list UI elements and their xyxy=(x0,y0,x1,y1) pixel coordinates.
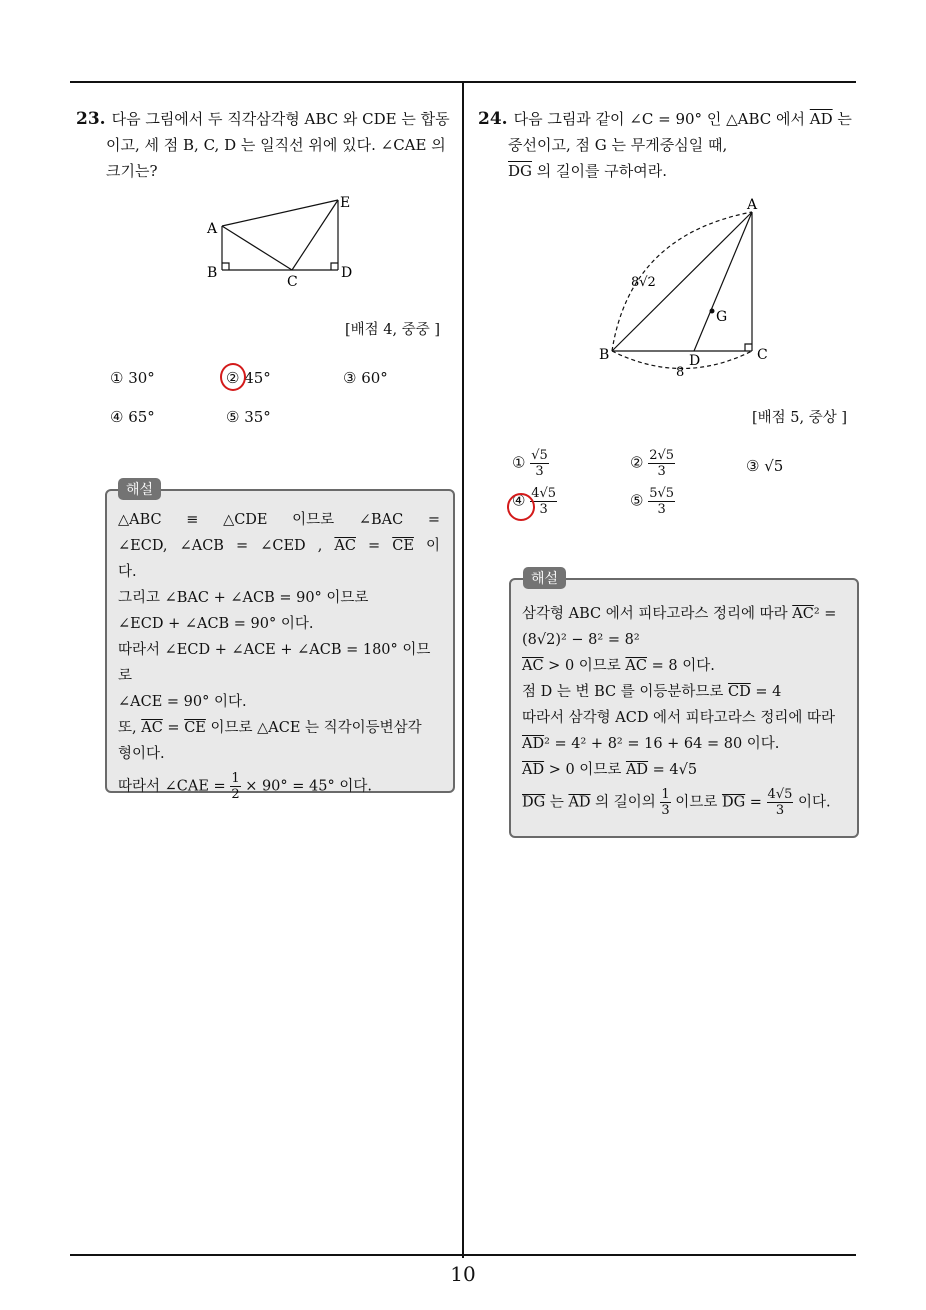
exp-token: ² = 4² + 8² = 16 + 64 = 80 이다. xyxy=(544,736,780,752)
q23-exp-line10 xyxy=(118,771,440,802)
exp-token: 점 D 는 변 BC 를 이등분하므로 xyxy=(522,684,728,700)
exp-segment: $\overline{DG}$ xyxy=(721,794,746,811)
frac-numerator: 1 xyxy=(661,787,670,802)
q24-label-b: B xyxy=(599,347,610,363)
q24-segment-dg: $\overline{DG}$ xyxy=(508,162,533,180)
q24-explanation-text xyxy=(522,601,846,818)
exp-token: = xyxy=(368,538,381,554)
q23-explanation-text xyxy=(118,507,440,802)
q23-exp-line1 xyxy=(118,507,440,533)
exp-token: 이므로 △ACE 는 직각이등변삼각 xyxy=(205,720,422,736)
q23-label-e: E xyxy=(340,195,351,211)
q24-choice-3[interactable] xyxy=(746,457,783,475)
q23-segment-ce xyxy=(292,200,338,270)
q23-label-d: D xyxy=(341,265,353,281)
q23-label-c: C xyxy=(287,274,298,290)
exp-token: > 0 이므로 xyxy=(544,762,626,778)
exp-token: , xyxy=(317,538,323,554)
q23-line2: 이고, 세 점 B, C, D 는 일직선 위에 있다. ∠CAE 의 xyxy=(106,136,446,154)
exp-token: ∠BAC xyxy=(358,512,404,528)
exp-segment: $\overline{AC}$ xyxy=(141,720,163,736)
choice-fraction xyxy=(648,448,675,479)
frac-numerator: 4√5 xyxy=(531,486,557,501)
q23-exp-line2 xyxy=(118,533,440,559)
frac-denominator: 3 xyxy=(775,803,785,818)
q23-choice-2[interactable]: ② 45° xyxy=(226,369,271,387)
exp-token: ∠ACB xyxy=(179,538,224,554)
exp-segment: $\overline{CE}$ xyxy=(392,538,414,554)
frac-numerator: √5 xyxy=(531,448,548,463)
exp-token: = 8 이다. xyxy=(647,658,715,674)
q23-line3: 크기는? xyxy=(106,162,158,180)
exp-token: = xyxy=(427,512,440,528)
q23-line1: 다음 그림에서 두 직각삼각형 ABC 와 CDE 는 합동 xyxy=(111,110,450,128)
exp-token: ∠ECD, xyxy=(118,538,168,554)
frac-denominator: 3 xyxy=(657,464,666,479)
q23-exp-line7: ∠ACE = 90° 이다. xyxy=(118,694,247,710)
q24-line1: 다음 그림과 같이 ∠C = 90° 인 △ABC 에서 xyxy=(513,110,805,128)
q24-exp-line4 xyxy=(522,679,846,705)
exp-segment: $\overline{AC}$ xyxy=(792,606,814,622)
q24-choice-2[interactable] xyxy=(630,448,675,479)
q24-label-c: C xyxy=(757,347,768,363)
exp-segment: $\overline{AC}$ xyxy=(522,658,544,674)
q23-exp-line8 xyxy=(118,715,440,741)
q24-point-g xyxy=(710,309,715,314)
exp-token: > 0 이므로 xyxy=(543,658,626,674)
frac-numerator: 1 xyxy=(231,771,240,786)
q23-explanation-tag: 해설 xyxy=(118,478,161,500)
frac-denominator: 3 xyxy=(661,803,670,818)
q24-answer-circle-mark xyxy=(507,493,535,521)
q23-exp-line3: 다. xyxy=(118,564,137,580)
q23-label-b: B xyxy=(207,265,218,281)
exp-token: ≡ xyxy=(186,512,199,528)
q24-right-angle-c xyxy=(745,344,752,351)
frac-denominator: 3 xyxy=(539,502,548,517)
q23-choice-1[interactable]: ① 30° xyxy=(110,369,155,387)
exp-token: 의 길이의 xyxy=(590,794,661,811)
exp-segment: $\overline{CE}$ xyxy=(184,720,206,736)
exp-fraction xyxy=(660,787,670,818)
choice-fraction xyxy=(648,486,675,517)
choice-mark: ② xyxy=(630,453,644,472)
q24-explanation-tag: 해설 xyxy=(523,567,566,589)
choice-value: √5 xyxy=(764,457,784,475)
exp-token: △CDE xyxy=(223,512,268,528)
q24-text xyxy=(478,106,860,184)
q23-figure xyxy=(190,190,370,290)
q24-choice-5[interactable] xyxy=(630,486,675,517)
q23-text xyxy=(76,106,458,184)
frac-numerator: 2√5 xyxy=(649,448,675,463)
q24-line1-end: 는 xyxy=(837,110,852,128)
q24-line2: 중선이고, 점 G 는 무게중심일 때, xyxy=(508,136,728,154)
exp-segment: $\overline{AD}$ xyxy=(522,762,545,778)
q24-choice-1[interactable] xyxy=(512,448,549,479)
exp-segment: $\overline{AC}$ xyxy=(334,538,356,554)
exp-segment: $\overline{AC}$ xyxy=(625,658,647,674)
q23-exp-line9: 형이다. xyxy=(118,746,165,762)
q24-exp-line8 xyxy=(522,787,846,818)
exp-token: = xyxy=(745,794,767,811)
q24-line3-text: 의 길이를 구하여라. xyxy=(532,162,668,180)
frac-numerator: 5√5 xyxy=(649,486,675,501)
exp-token: 는 xyxy=(545,794,569,811)
choice-mark: ④ xyxy=(512,491,526,510)
q24-number: 24. xyxy=(478,109,508,129)
exp-token: ² = xyxy=(813,606,837,622)
q23-segment-ac xyxy=(222,226,292,270)
choice-mark: ③ xyxy=(746,457,760,475)
q24-exp-line5: 따라서 삼각형 ACD 에서 피타고라스 정리에 따라 xyxy=(522,710,835,726)
exp-segment: $\overline{DG}$ xyxy=(522,794,546,811)
q24-exp-line7 xyxy=(522,757,846,783)
exp-token: 이다. xyxy=(793,794,831,811)
exp-token: = xyxy=(236,538,249,554)
q23-exp-line4: 그리고 ∠BAC + ∠ACB = 90° 이므로 xyxy=(118,590,369,606)
q24-median-ad xyxy=(694,212,752,351)
q24-exp-line2: (8√2)² − 8² = 8² xyxy=(522,632,640,648)
frac-numerator: 4√5 xyxy=(767,787,793,802)
q23-right-angle-d xyxy=(331,263,338,270)
q23-label-a: A xyxy=(207,221,218,237)
exp-token: = xyxy=(162,720,185,736)
frac-denominator: 3 xyxy=(657,502,666,517)
q24-line3 xyxy=(478,158,860,184)
q24-exp-line6 xyxy=(522,731,846,757)
q23-segment-ae xyxy=(222,200,338,226)
exp-fraction xyxy=(767,787,794,818)
q23-number: 23. xyxy=(76,109,106,129)
exp-token: 이 xyxy=(425,538,440,554)
choice-mark: ① xyxy=(512,453,526,472)
q24-exp-line1 xyxy=(522,601,846,627)
exp-token: △ABC xyxy=(118,512,162,528)
column-divider xyxy=(462,82,464,1258)
q24-label-ab-length: 8√2 xyxy=(631,275,656,290)
q24-label-a: A xyxy=(747,197,758,213)
exp-segment: $\overline{CD}$ xyxy=(727,684,751,700)
exp-token: = 4√5 xyxy=(648,762,698,778)
q23-answer-circle-mark xyxy=(220,363,246,391)
exp-token: 또, xyxy=(118,720,137,736)
q24-exp-line3 xyxy=(522,653,846,679)
q23-exp-line5: ∠ECD + ∠ACB = 90° 이다. xyxy=(118,616,314,632)
frac-denominator: 2 xyxy=(231,787,240,802)
exp-token: 이므로 xyxy=(670,794,722,811)
q23-choice-3[interactable]: ③ 60° xyxy=(343,369,388,387)
q24-label-g: G xyxy=(716,309,728,325)
exp-token: ∠CED xyxy=(260,538,306,554)
q23-score: [배점 4, 중중 ] xyxy=(345,322,441,338)
exp-token: 따라서 ∠CAE = xyxy=(118,778,231,795)
q24-label-bc-length: 8 xyxy=(676,365,685,380)
q24-segment-ad: $\overline{AD}$ xyxy=(809,110,833,128)
exp-fraction xyxy=(230,771,240,802)
exp-segment: $\overline{AD}$ xyxy=(522,736,545,752)
exp-token: = 4 xyxy=(750,684,782,700)
frac-denominator: 3 xyxy=(535,464,544,479)
q24-label-d: D xyxy=(689,353,701,369)
q24-figure xyxy=(590,190,790,385)
exp-token: × 90° = 45° 이다. xyxy=(240,778,372,795)
exp-token: 삼각형 ABC 에서 피타고라스 정리에 따라 xyxy=(522,606,793,622)
choice-mark: ⑤ xyxy=(630,491,644,510)
exp-token: 이므로 xyxy=(292,512,335,528)
choice-fraction xyxy=(530,448,549,479)
q23-right-angle-b xyxy=(222,263,229,270)
q23-choice-5[interactable]: ⑤ 35° xyxy=(226,408,271,426)
q23-exp-line6: 따라서 ∠ECD + ∠ACE + ∠ACB = 180° 이므로 xyxy=(118,642,431,684)
q24-score: [배점 5, 중상 ] xyxy=(752,410,848,426)
q23-choice-4[interactable]: ④ 65° xyxy=(110,408,155,426)
exp-segment: $\overline{AD}$ xyxy=(568,794,591,811)
exp-segment: $\overline{AD}$ xyxy=(625,762,649,778)
page-number: 10 xyxy=(450,1262,476,1286)
